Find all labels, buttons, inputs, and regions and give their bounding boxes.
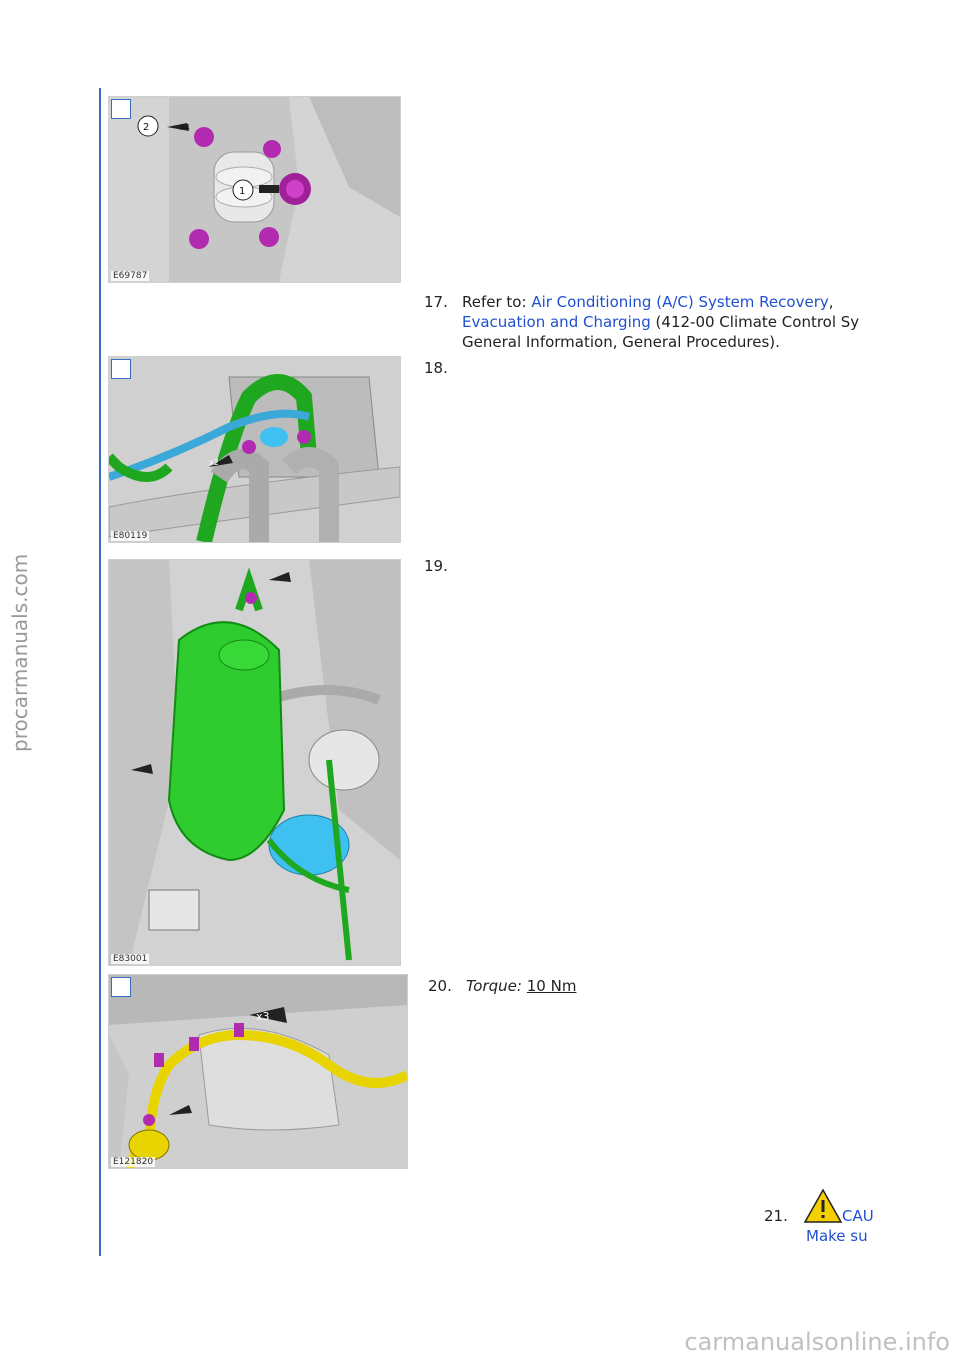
step-17-line2 xyxy=(462,312,874,332)
figure-e83001[interactable] xyxy=(108,559,401,966)
section-ref-cont: General Information, General Procedures). xyxy=(462,333,780,351)
comma: , xyxy=(828,293,834,311)
figure-callout: 1 xyxy=(239,186,246,197)
step-19 xyxy=(424,556,484,576)
zoom-icon[interactable] xyxy=(111,99,131,119)
figure-callout: x2 xyxy=(209,458,219,467)
torque-value: 10 Nm xyxy=(526,977,577,995)
figure-e69787[interactable] xyxy=(108,96,401,283)
warning-icon xyxy=(803,1188,843,1224)
step-number: 17. xyxy=(424,293,448,311)
figure-illustration xyxy=(109,975,407,1168)
figure-illustration xyxy=(109,97,400,282)
figure-e80119[interactable] xyxy=(108,356,401,543)
step-number: 20. xyxy=(428,977,452,995)
figure-illustration xyxy=(109,560,400,965)
link-ac-recovery[interactable]: Air Conditioning (A/C) System Recovery xyxy=(531,293,829,311)
step-18 xyxy=(424,358,484,378)
torque-label: Torque: xyxy=(466,977,522,995)
caution-text: Make su xyxy=(806,1227,868,1245)
step-20 xyxy=(428,976,628,996)
figure-code: E69787 xyxy=(113,271,148,281)
step-17 xyxy=(424,292,874,312)
step-number: 21. xyxy=(764,1207,788,1225)
figure-callout: 2 xyxy=(143,122,150,133)
figure-code: E83001 xyxy=(113,954,148,964)
figure-illustration xyxy=(109,357,400,542)
side-watermark: procarmanuals.com xyxy=(8,553,32,752)
left-margin-rule xyxy=(99,88,101,1256)
figure-callout: x3 xyxy=(256,1010,270,1023)
caution-label: CAU xyxy=(842,1207,874,1225)
step-21 xyxy=(764,1206,804,1226)
step-17-line3 xyxy=(462,332,874,352)
step-number: 18. xyxy=(424,359,448,377)
figure-code: E80119 xyxy=(113,531,148,541)
zoom-icon[interactable] xyxy=(111,977,131,997)
zoom-icon[interactable] xyxy=(111,359,131,379)
section-ref: (412-00 Climate Control Sy xyxy=(650,313,860,331)
step-number: 19. xyxy=(424,557,448,575)
figure-e121820[interactable] xyxy=(108,974,408,1169)
figure-callout: x4 xyxy=(180,123,190,132)
bottom-watermark: carmanualsonline.info xyxy=(684,1328,950,1356)
figure-code: E121820 xyxy=(113,1157,154,1167)
refer-to-label: Refer to: xyxy=(462,293,532,311)
link-evacuation-charging[interactable]: Evacuation and Charging xyxy=(462,313,651,331)
